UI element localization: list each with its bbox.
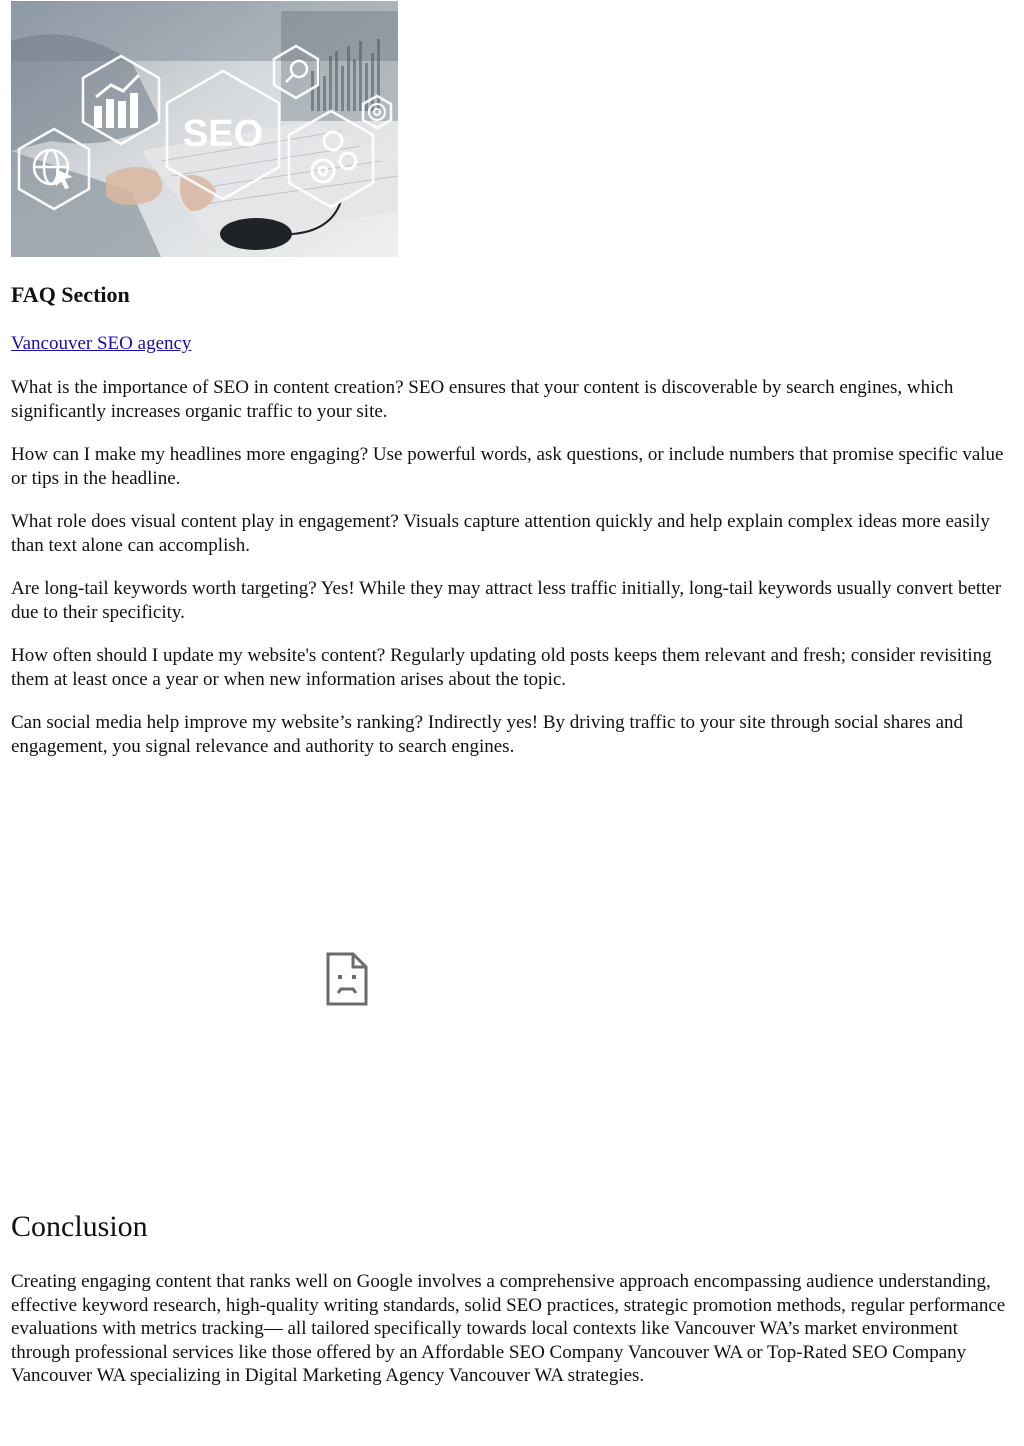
sad-document-icon — [325, 951, 369, 1007]
faq-heading: FAQ Section — [11, 282, 130, 307]
conclusion-heading: Conclusion — [11, 1210, 148, 1243]
faq-item: How often should I update my website's content? Regularly updating old posts keeps them relevant and fresh; consider revisiting them at least once a year or when new information arises about the topic. — [11, 645, 992, 690]
seo-hero-image — [11, 1, 398, 257]
vancouver-seo-agency-link[interactable]: Vancouver SEO agency — [11, 333, 192, 354]
conclusion-paragraph: Creating engaging content that ranks well on Google involves a comprehensive approach encompassing audience understanding, effective keyword research, high-quality writing standards, solid SEO practices, strategic promotion methods, regular performance evaluations with metrics tracking— all tailored specifically towards local contexts like Vancouver WA’s market environment through professional services like those offered by an Affordable SEO Company Vancouver WA or Top-Rated SEO Company Vancouver WA specializing in Digital Marketing Agency Vancouver WA strategies. — [11, 1271, 1006, 1386]
faq-item: Can social media help improve my website’s ranking? Indirectly yes! By driving traffic to your site through social shares and engagement, you signal relevance and authority to search engines. — [11, 712, 964, 757]
faq-item: How can I make my headlines more engaging? Use powerful words, ask questions, or include numbers that promise specific value or tips in the headline. — [11, 444, 1004, 489]
seo-badge-text: SEO — [182, 113, 264, 155]
faq-item: What role does visual content play in engagement? Visuals capture attention quickly and help explain complex ideas more easily than text alone can accomplish. — [11, 511, 990, 556]
embedded-frame[interactable] — [11, 770, 681, 1180]
faq-item: What is the importance of SEO in content creation? SEO ensures that your content is discoverable by search engines, which significantly increases organic traffic to your site. — [11, 377, 954, 422]
faq-item: Are long-tail keywords worth targeting? Yes! While they may attract less traffic initially, long-tail keywords usually convert better due to their specificity. — [11, 578, 1002, 623]
